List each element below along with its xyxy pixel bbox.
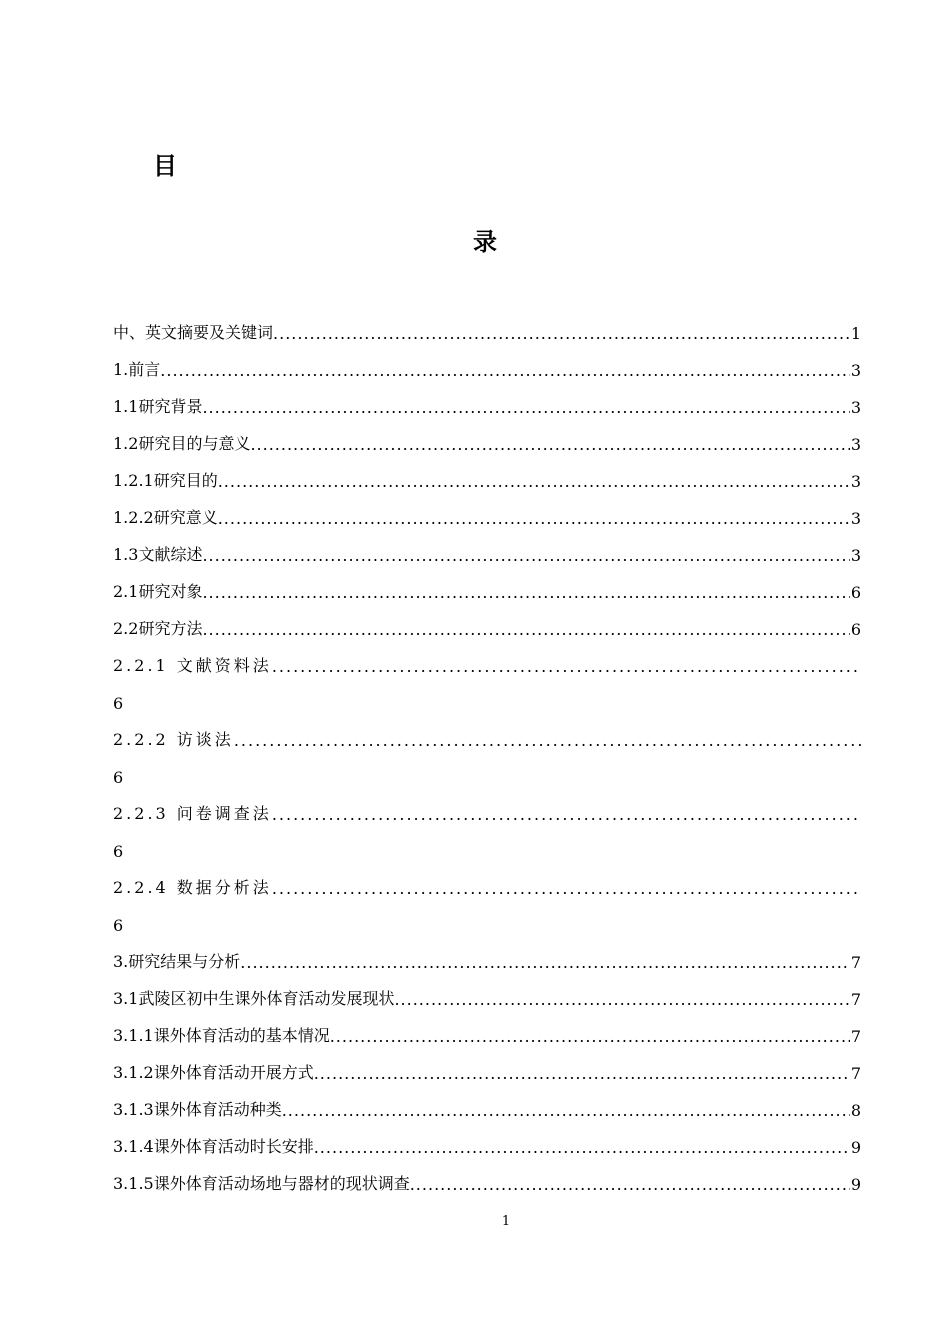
dot-leader xyxy=(330,1027,850,1046)
dot-leader xyxy=(202,398,849,417)
dot-leader xyxy=(394,990,849,1009)
toc-entry[interactable]: 1.3文献综述 ..... 3 xyxy=(113,528,861,565)
toc-entry[interactable]: 1.2.2研究意义 ..... 3 xyxy=(113,491,861,528)
toc-entry-page-wrapped: 6 xyxy=(113,694,124,713)
toc-entry[interactable]: 3.1.3课外体育活动种类 ..... 8 xyxy=(113,1083,861,1120)
dot-leader xyxy=(234,731,861,750)
dot-leader xyxy=(250,435,849,454)
dot-leader xyxy=(272,657,861,676)
toc-entry[interactable]: 1.2研究目的与意义 ..... 3 xyxy=(113,417,861,454)
toc-entry-page-wrapped: 6 xyxy=(113,768,124,787)
toc-entry[interactable]: 1.1研究背景 ..... 3 xyxy=(113,380,861,417)
toc-entry[interactable]: 2.2研究方法 ..... 6 xyxy=(113,602,861,639)
dot-leader xyxy=(272,805,861,824)
dot-leader xyxy=(202,583,849,602)
dot-leader xyxy=(202,620,849,639)
dot-leader xyxy=(218,509,850,528)
toc-entry[interactable]: 2.2.1 文献资料法 ..... xyxy=(113,639,861,676)
table-of-contents xyxy=(113,306,861,1194)
toc-entry[interactable]: 中、英文摘要及关键词 ..... 1 xyxy=(113,306,861,343)
toc-entry[interactable]: 2.2.2 访谈法 ..... xyxy=(113,713,861,750)
toc-title-second-char: 录 xyxy=(473,228,497,256)
dot-leader xyxy=(218,472,850,491)
toc-entry[interactable]: 2.2.4 数据分析法 ..... xyxy=(113,861,861,898)
dot-leader xyxy=(314,1138,850,1157)
toc-entry[interactable]: 3.1武陵区初中生课外体育活动发展现状 ..... 7 xyxy=(113,972,861,1009)
dot-leader xyxy=(202,546,849,565)
toc-entry[interactable]: 1.2.1研究目的 ..... 3 xyxy=(113,454,861,491)
toc-entry[interactable]: 2.1研究对象 ..... 6 xyxy=(113,565,861,602)
dot-leader xyxy=(272,879,861,898)
dot-leader xyxy=(282,1101,850,1120)
dot-leader xyxy=(273,324,850,343)
toc-entry-page-wrapped: 6 xyxy=(113,842,124,861)
toc-entry[interactable]: 2.2.3 问卷调查法 ..... xyxy=(113,787,861,824)
dot-leader xyxy=(160,361,850,380)
page-number-footer: 1 xyxy=(501,1214,511,1229)
dot-leader xyxy=(240,953,850,972)
toc-entry[interactable]: 1.前言 ..... 3 xyxy=(113,343,861,380)
dot-leader xyxy=(314,1064,850,1083)
toc-entry-page-wrapped: 6 xyxy=(113,916,124,935)
dot-leader xyxy=(410,1175,850,1194)
toc-entry[interactable]: 3.1.4课外体育活动时长安排 ..... 9 xyxy=(113,1120,861,1157)
toc-title-first-char: 目 xyxy=(153,152,177,180)
toc-entry[interactable]: 3.1.2课外体育活动开展方式 ..... 7 xyxy=(113,1046,861,1083)
toc-entry[interactable]: 3.1.5课外体育活动场地与器材的现状调查 ..... 9 xyxy=(113,1157,861,1194)
toc-entry[interactable]: 3.1.1课外体育活动的基本情况 ..... 7 xyxy=(113,1009,861,1046)
toc-entry[interactable]: 3.研究结果与分析 ..... 7 xyxy=(113,935,861,972)
